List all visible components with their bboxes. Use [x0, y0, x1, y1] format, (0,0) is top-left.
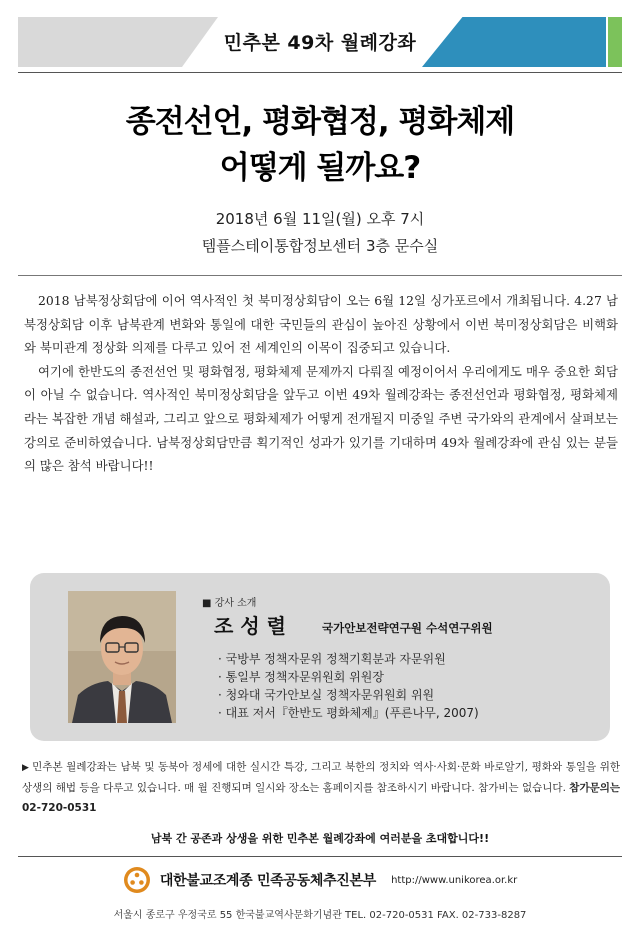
- divider: [18, 275, 622, 276]
- speaker-box: [30, 573, 610, 741]
- divider: [18, 72, 622, 73]
- body-paragraph-2: 여기에 한반도의 종전선언 및 평화협정, 평화체제 문제까지 다뤄질 예정이어서 우리에게도 매우 중요한 회담이 아닐 수 없습니다. 역사적인 북미정상회담을 앞두고 이번 49차 월례강좌는 종전선언과 평화협정, 평화체제라는 복잡한 개념 해설과, 그리고 앞으로 평화체제가 어떻게 전개될지 미중일 주변 국가와의 관계에서 살펴보는 강의로 준비하였습니다. 남북정상회담만큼 획기적인 성과가 있기를 기대하며 49차 월례강좌에 관심 있는 분들의 많은 참석 바랍니다!!: [24, 363, 618, 474]
- header-banner: [18, 17, 622, 67]
- lecture-notice: [22, 757, 620, 818]
- body-paragraph-1: 2018 남북정상회담에 이어 역사적인 첫 북미정상회담이 오는 6월 12일 싱가포르에서 개최됩니다. 4.27 남북정상회담 이후 남북관계 변화와 통일에 대한 국민들의 관심이 높아진 상황에서 이번 북미정상회담은 비핵화와 북미관계 정상화 의제를 다루고 있어 전 세계인의 이목이 집중되고 있습니다.: [24, 293, 618, 356]
- speaker-career-list: [218, 650, 479, 722]
- main-title-line2: 어떻게 될까요?: [219, 150, 421, 186]
- speaker-title: 국가안보전략연구원 수석연구위원: [322, 621, 493, 635]
- career-item: · 청와대 국가안보실 정책자문위원회 위원: [218, 688, 435, 702]
- dharma-wheel-logo-icon: [123, 866, 151, 894]
- organization-name: 대한불교조계종 민족공동체추진본부: [159, 873, 376, 889]
- main-title-line1: 종전선언, 평화협정, 평화체제: [125, 104, 515, 140]
- event-venue: 템플스테이통합정보센터 3층 문수실: [201, 237, 439, 255]
- website-link[interactable]: http://www.unikorea.or.kr: [391, 874, 518, 886]
- invitation-text: 남북 간 공존과 상생을 위한 민추본 월례강좌에 여러분을 초대합니다!!: [150, 832, 490, 845]
- address-line: 서울시 종로구 우정국로 55 한국불교역사문화기념관 TEL. 02-720-0531 FAX. 02-733-8287: [113, 910, 527, 921]
- career-item: · 통일부 정책자문위원회 위원장: [218, 670, 384, 684]
- speaker-name: 조성렬: [214, 614, 293, 638]
- footer-org-row: [0, 866, 640, 894]
- event-date: 2018년 6월 11일(월) 오후 7시: [215, 210, 425, 228]
- speaker-section-label: ■ 강사 소개: [202, 598, 257, 609]
- banner-title: 민추본 49차 월례강좌: [223, 32, 417, 54]
- speaker-portrait-image: [68, 591, 176, 723]
- career-item: · 대표 저서『한반도 평화체제』(푸른나무, 2007): [218, 706, 479, 720]
- speaker-photo: [68, 591, 176, 723]
- triangle-bullet-icon: ▶: [22, 763, 30, 773]
- body-text: [24, 289, 618, 478]
- notice-text: 민추본 월례강좌는 남북 및 동북아 정세에 대한 실시간 특강, 그리고 북한의 정치와 역사·사회·문화 바로알기, 평화와 통일을 위한 상생의 해법 등을 다루고 있습니다. 매 월 진행되며 일시와 장소는 홈페이지를 참조하시기 바랍니다. 참가비는 없습니다.: [22, 761, 621, 794]
- career-item: · 국방부 정책자문위 정책기획분과 자문위원: [218, 652, 446, 666]
- contact-info: 참가문의는 02-720-0531: [22, 782, 621, 814]
- divider: [18, 856, 622, 857]
